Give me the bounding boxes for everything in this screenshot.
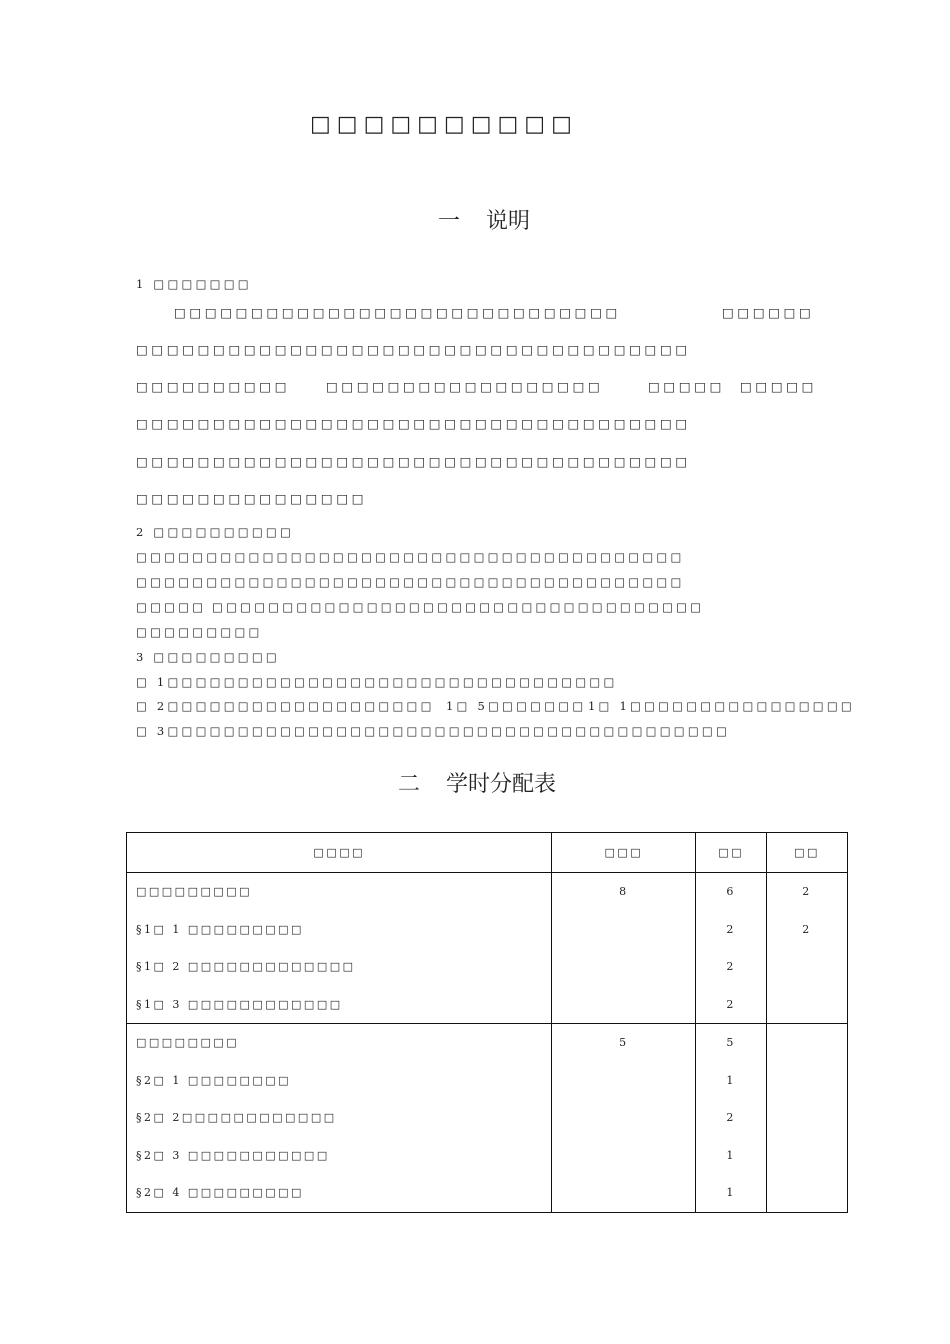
column-header: □□ <box>696 833 767 873</box>
hours-allocation-table <box>126 832 848 1213</box>
paragraph-line: □□□□□□□□□□□□□□□□□□□□□□□□□□□□□□□□□□□□ <box>136 342 691 357</box>
list-item-segment: 1□ 5□□□□□□□ <box>446 699 587 713</box>
total-hours-cell <box>552 1137 696 1175</box>
topic-cell: §2□ 2□□□□□□□□□□□□ <box>127 1099 552 1137</box>
lecture-hours-cell: 1 <box>696 1062 767 1100</box>
paragraph-line: □□□□□ <box>136 600 207 614</box>
table-row <box>127 1174 848 1212</box>
lecture-hours-cell: 2 <box>696 948 767 986</box>
paragraph-line-segment: □□□□□ <box>740 379 818 394</box>
topic-cell: §1□ 3 □□□□□□□□□□□□ <box>127 986 552 1024</box>
other-hours-cell: 2 <box>767 911 848 949</box>
section-heading-2 <box>398 767 556 798</box>
other-hours-cell <box>767 1024 848 1062</box>
lecture-hours-cell: 2 <box>696 911 767 949</box>
paragraph-line: □□□□□□□□□□□□□□□□□□□□□□□□□□□□□□□□□□□□ <box>136 416 691 431</box>
other-hours-cell <box>767 1062 848 1100</box>
paragraph-line: □□□□□□□□□□□□□□□□□□□□□□□□□□□□□ <box>174 305 621 320</box>
topic-cell: §1□ 1 □□□□□□□□□ <box>127 911 552 949</box>
topic-cell: §2□ 4 □□□□□□□□□ <box>127 1174 552 1212</box>
column-header: □□□ <box>552 833 696 873</box>
section-title: 学时分配表 <box>446 772 557 797</box>
section-heading-1 <box>438 204 530 235</box>
topic-cell: §2□ 3 □□□□□□□□□□□ <box>127 1137 552 1175</box>
paragraph-line-segment: □□□□□□□□□□□□□□□□□□□□□□□□□□□□□□□□□□□ <box>212 600 705 614</box>
total-hours-cell <box>552 1174 696 1212</box>
total-hours-cell <box>552 948 696 986</box>
subsection-heading: 3 □□□□□□□□□ <box>136 650 280 664</box>
other-hours-cell <box>767 1099 848 1137</box>
table-row <box>127 1024 848 1062</box>
total-hours-cell <box>552 1062 696 1100</box>
document-title: □□□□□□□□□□ <box>310 112 578 137</box>
section-number: 二 <box>398 772 421 797</box>
lecture-hours-cell: 2 <box>696 986 767 1024</box>
lecture-hours-cell: 2 <box>696 1099 767 1137</box>
chapter-group <box>127 1024 848 1213</box>
subsection-heading: 2 □□□□□□□□□□ <box>136 525 295 539</box>
lecture-hours-cell: 5 <box>696 1024 767 1062</box>
total-hours-cell: 5 <box>552 1024 696 1062</box>
paragraph-line-segment: □□□□□□□□□□□□□□□□□□ <box>326 379 604 394</box>
paragraph-line-segment: □□□□□ <box>648 379 726 394</box>
table-row <box>127 1137 848 1175</box>
table-row <box>127 873 848 911</box>
lecture-hours-cell: 1 <box>696 1174 767 1212</box>
total-hours-cell <box>552 986 696 1024</box>
paragraph-line-segment: □□□□□□ <box>722 305 815 320</box>
paragraph-line: □□□□□□□□□ <box>136 625 263 639</box>
column-header: □□□□ <box>127 833 552 873</box>
other-hours-cell <box>767 948 848 986</box>
list-item: □ 2□□□□□□□□□□□□□□□□□□□ <box>136 699 435 713</box>
list-item: □ 1□□□□□□□□□□□□□□□□□□□□□□□□□□□□□□□□ <box>136 675 618 689</box>
table-row <box>127 986 848 1024</box>
table-row <box>127 911 848 949</box>
section-number: 一 <box>438 209 461 234</box>
total-hours-cell <box>552 1099 696 1137</box>
lecture-hours-cell: 1 <box>696 1137 767 1175</box>
total-hours-cell: 8 <box>552 873 696 911</box>
column-header: □□ <box>767 833 848 873</box>
topic-cell: □□□□□□□□□ <box>127 873 552 911</box>
table-row <box>127 1099 848 1137</box>
other-hours-cell: 2 <box>767 873 848 911</box>
other-hours-cell <box>767 1137 848 1175</box>
section-title: 说明 <box>486 209 531 234</box>
topic-cell: §2□ 1 □□□□□□□□ <box>127 1062 552 1100</box>
table-header-row <box>127 833 848 873</box>
list-item: □ 3□□□□□□□□□□□□□□□□□□□□□□□□□□□□□□□□□□□□□□□□ <box>136 724 731 738</box>
chapter-group <box>127 873 848 1024</box>
other-hours-cell <box>767 1174 848 1212</box>
other-hours-cell <box>767 986 848 1024</box>
paragraph-line: □□□□□□□□□□□□□□□□□□□□□□□□□□□□□□□□□□□□□□□ <box>136 575 685 589</box>
table-row <box>127 1062 848 1100</box>
list-item-segment: 1□ 1□□□□□□□□□□□□□□□□ <box>588 699 856 713</box>
paragraph-line: □□□□□□□□□□□□□□□□□□□□□□□□□□□□□□□□□□□□ <box>136 454 691 469</box>
lecture-hours-cell: 6 <box>696 873 767 911</box>
topic-cell: §1□ 2 □□□□□□□□□□□□□ <box>127 948 552 986</box>
paragraph-line: □□□□□□□□□□□□□□□□□□□□□□□□□□□□□□□□□□□□□□□ <box>136 550 685 564</box>
topic-cell: □□□□□□□□ <box>127 1024 552 1062</box>
table-row <box>127 948 848 986</box>
paragraph-line: □□□□□□□□□□ <box>136 379 291 394</box>
paragraph-line: □□□□□□□□□□□□□□□ <box>136 491 368 506</box>
subsection-heading: 1 □□□□□□□ <box>136 277 252 291</box>
total-hours-cell <box>552 911 696 949</box>
